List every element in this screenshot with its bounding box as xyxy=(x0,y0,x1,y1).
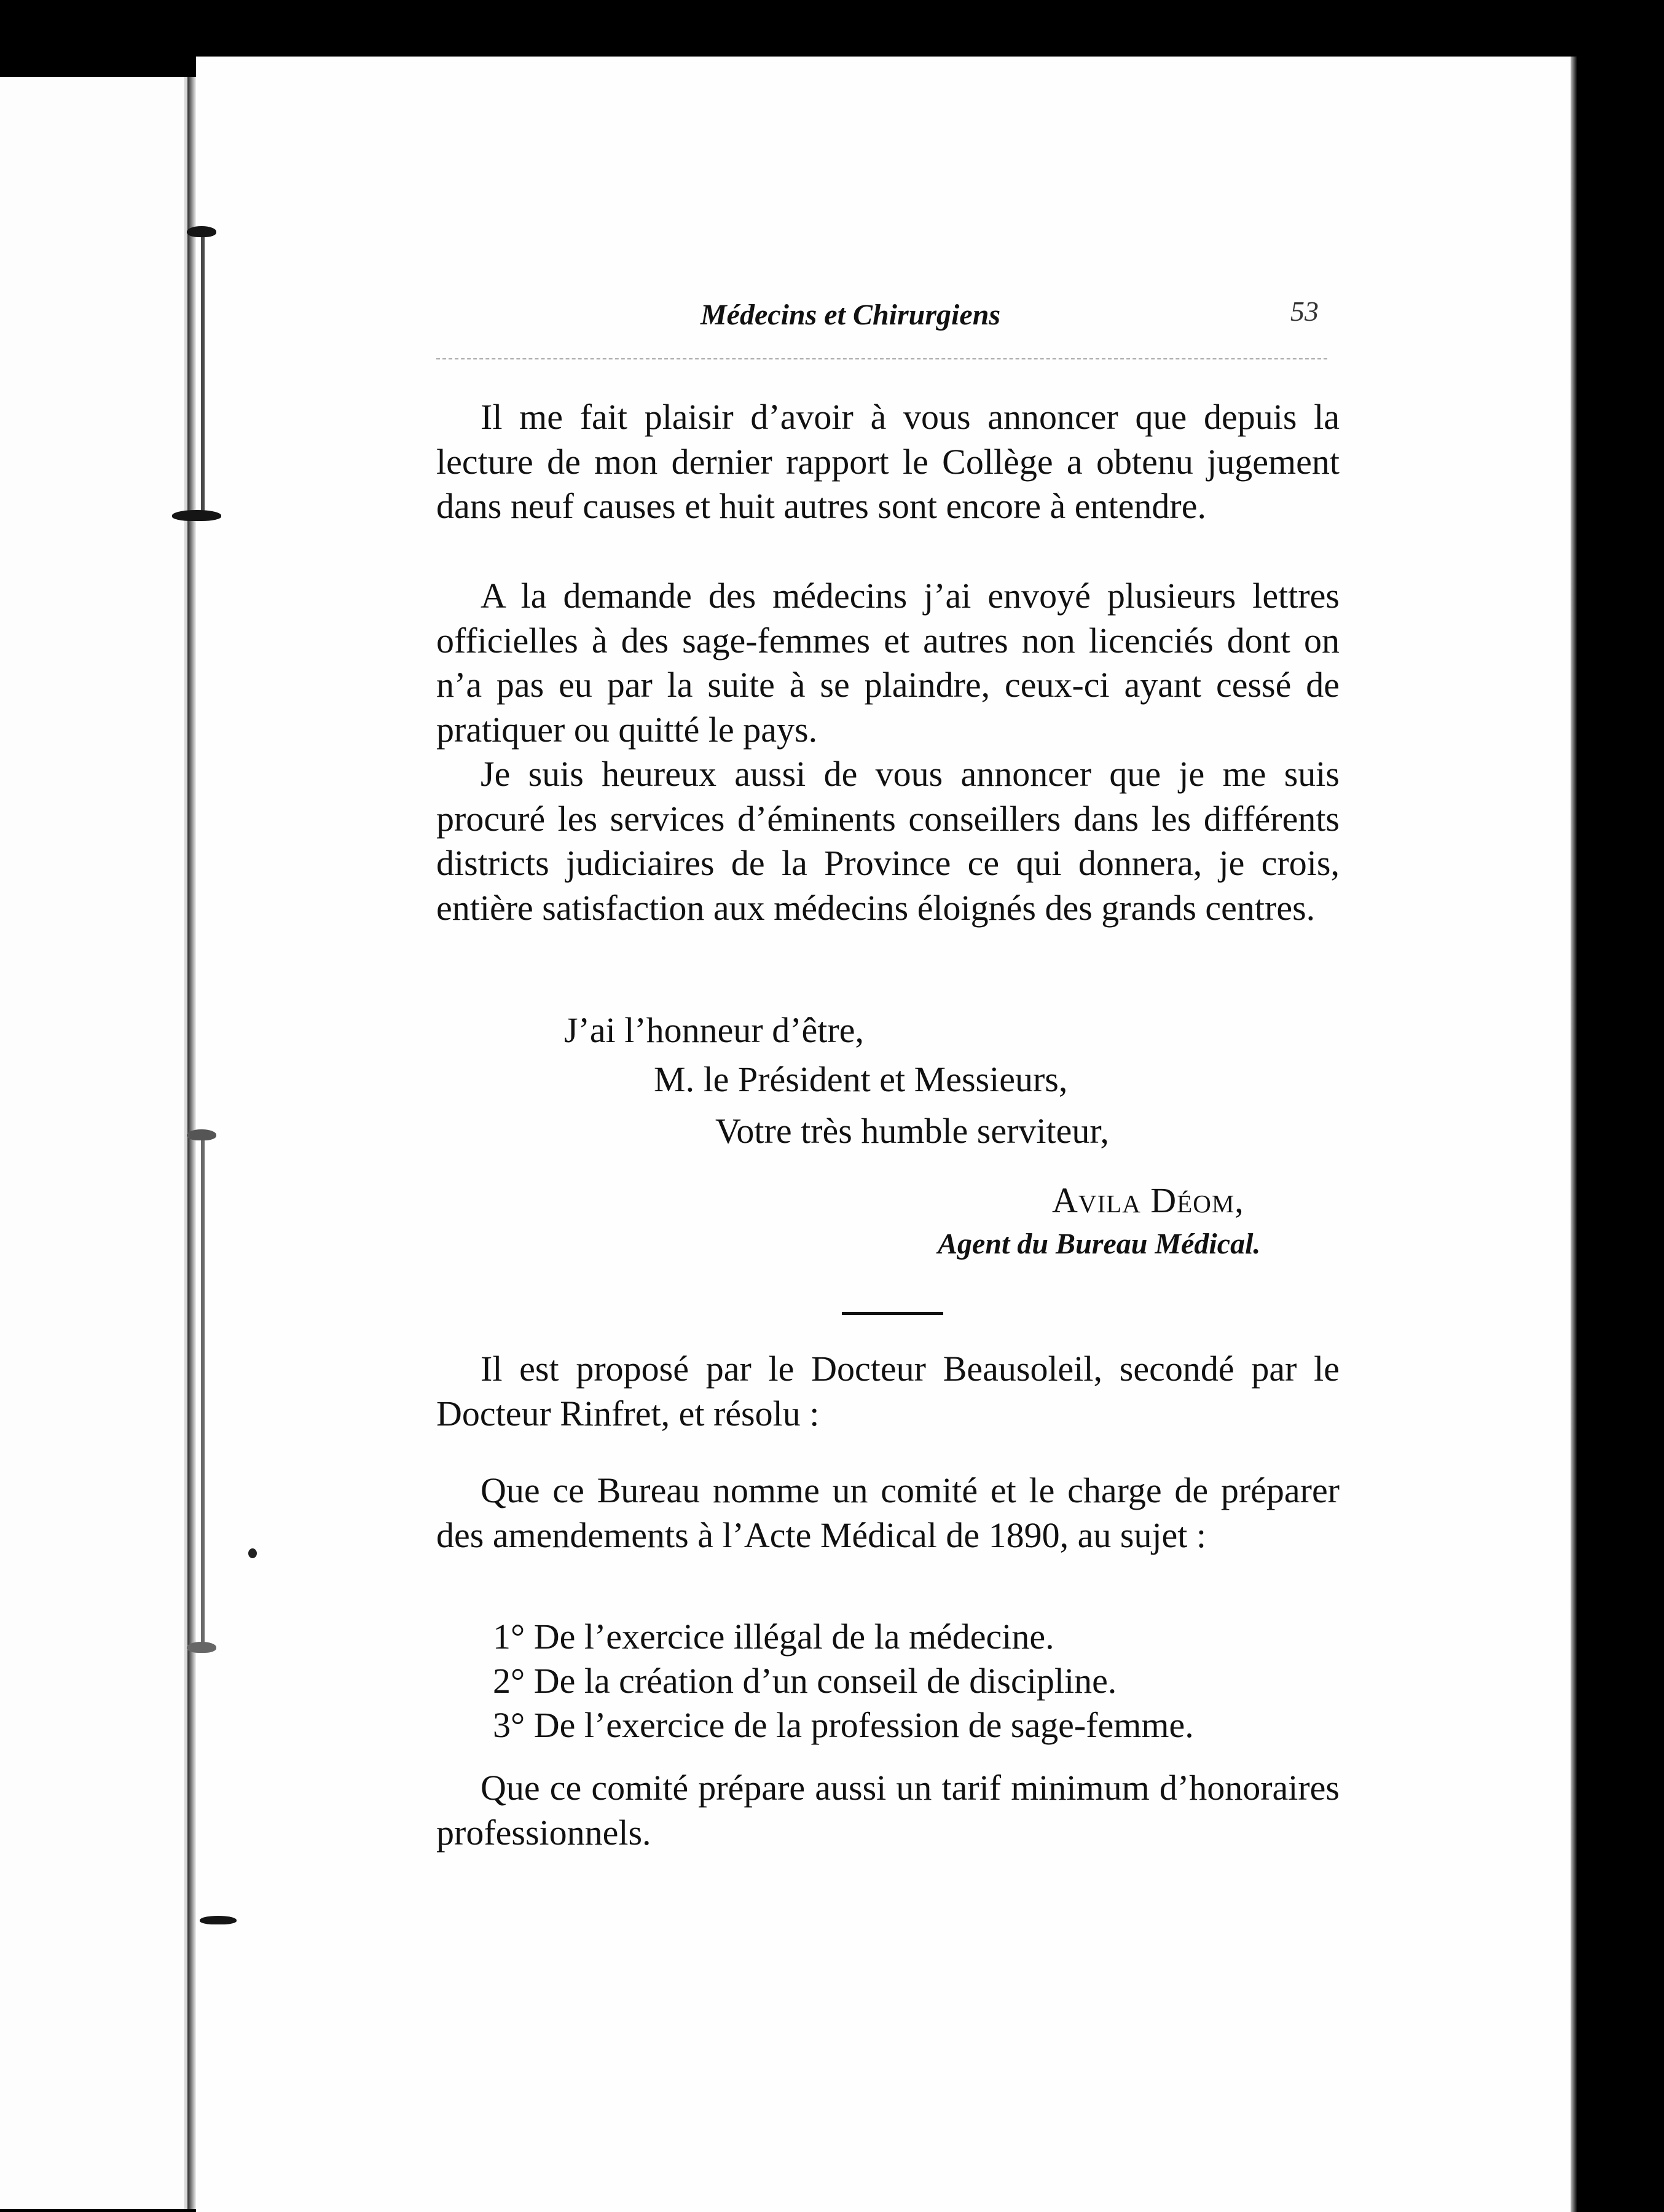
page-number: 53 xyxy=(1290,296,1319,327)
paragraph-text: Que ce Bureau nomme un comité et le charge de préparer des amendements à l’Acte Médical de 1890, au sujet : xyxy=(436,1470,1340,1555)
running-head: Médecins et Chirurgiens xyxy=(701,299,1001,331)
binding-knot xyxy=(172,510,221,521)
gutter-shadow xyxy=(187,77,196,2209)
binding-knot xyxy=(187,1129,216,1140)
binding-knot xyxy=(187,1642,216,1653)
header-rule xyxy=(436,358,1327,359)
report-paragraph xyxy=(436,752,1340,930)
list-item: 2° De la création d’un conseil de discipline. xyxy=(493,1661,1117,1701)
list-item: 3° De l’exercice de la profession de sage-femme. xyxy=(493,1705,1194,1745)
resolution-items xyxy=(493,1615,1194,1747)
resolution-intro xyxy=(436,1347,1340,1436)
binding-knot xyxy=(200,1916,237,1924)
paragraph-text: Que ce comité prépare aussi un tarif minimum d’honoraires professionnels. xyxy=(436,1768,1340,1853)
list-item: 1° De l’exercice illégal de la médecine. xyxy=(493,1617,1054,1657)
resolution-closing xyxy=(436,1766,1340,1855)
signer-name: Avila Déom, xyxy=(1052,1180,1244,1220)
closing-line: Votre très humble serviteur, xyxy=(715,1111,1109,1151)
binding-thread xyxy=(201,1131,205,1653)
paragraph-text: Je suis heureux aussi de vous annoncer que je me suis procuré les services d’éminents conseillers dans les différents districts judiciaires de la Province ce qui donnera, je crois, entière satisfaction aux médecins éloignés des grands centres. xyxy=(436,754,1340,928)
paragraph-text: Il est proposé par le Docteur Beausoleil, secondé par le Docteur Rinfret, et résolu : xyxy=(436,1349,1340,1433)
ink-speck xyxy=(248,1548,257,1558)
signer-title: Agent du Bureau Médical. xyxy=(938,1228,1261,1260)
resolution-motion xyxy=(436,1469,1340,1558)
closing-line: J’ai l’honneur d’être, xyxy=(564,1010,864,1050)
report-paragraph xyxy=(436,574,1340,752)
paragraph-text: A la demande des médecins j’ai envoyé plusieurs lettres officielles à des sage-femmes et autres non licenciés dont on n’a pas eu par la suite à se plaindre, ceux-ci ayant cessé de pratiquer ou quitté le pays. xyxy=(436,576,1340,750)
paragraph-text: Il me fait plaisir d’avoir à vous annoncer que depuis la lecture de mon dernier rapport le Collège a obtenu jugement dans neuf causes et huit autres sont encore à entendre. xyxy=(436,397,1340,526)
spine-line xyxy=(184,77,187,2209)
section-separator xyxy=(842,1312,943,1315)
facing-page xyxy=(0,77,187,2209)
page-edge-shadow xyxy=(1571,57,1577,2212)
binding-thread xyxy=(201,227,205,516)
binding-knot xyxy=(187,226,216,237)
report-paragraph xyxy=(436,395,1340,529)
closing-line: M. le Président et Messieurs, xyxy=(654,1059,1068,1099)
